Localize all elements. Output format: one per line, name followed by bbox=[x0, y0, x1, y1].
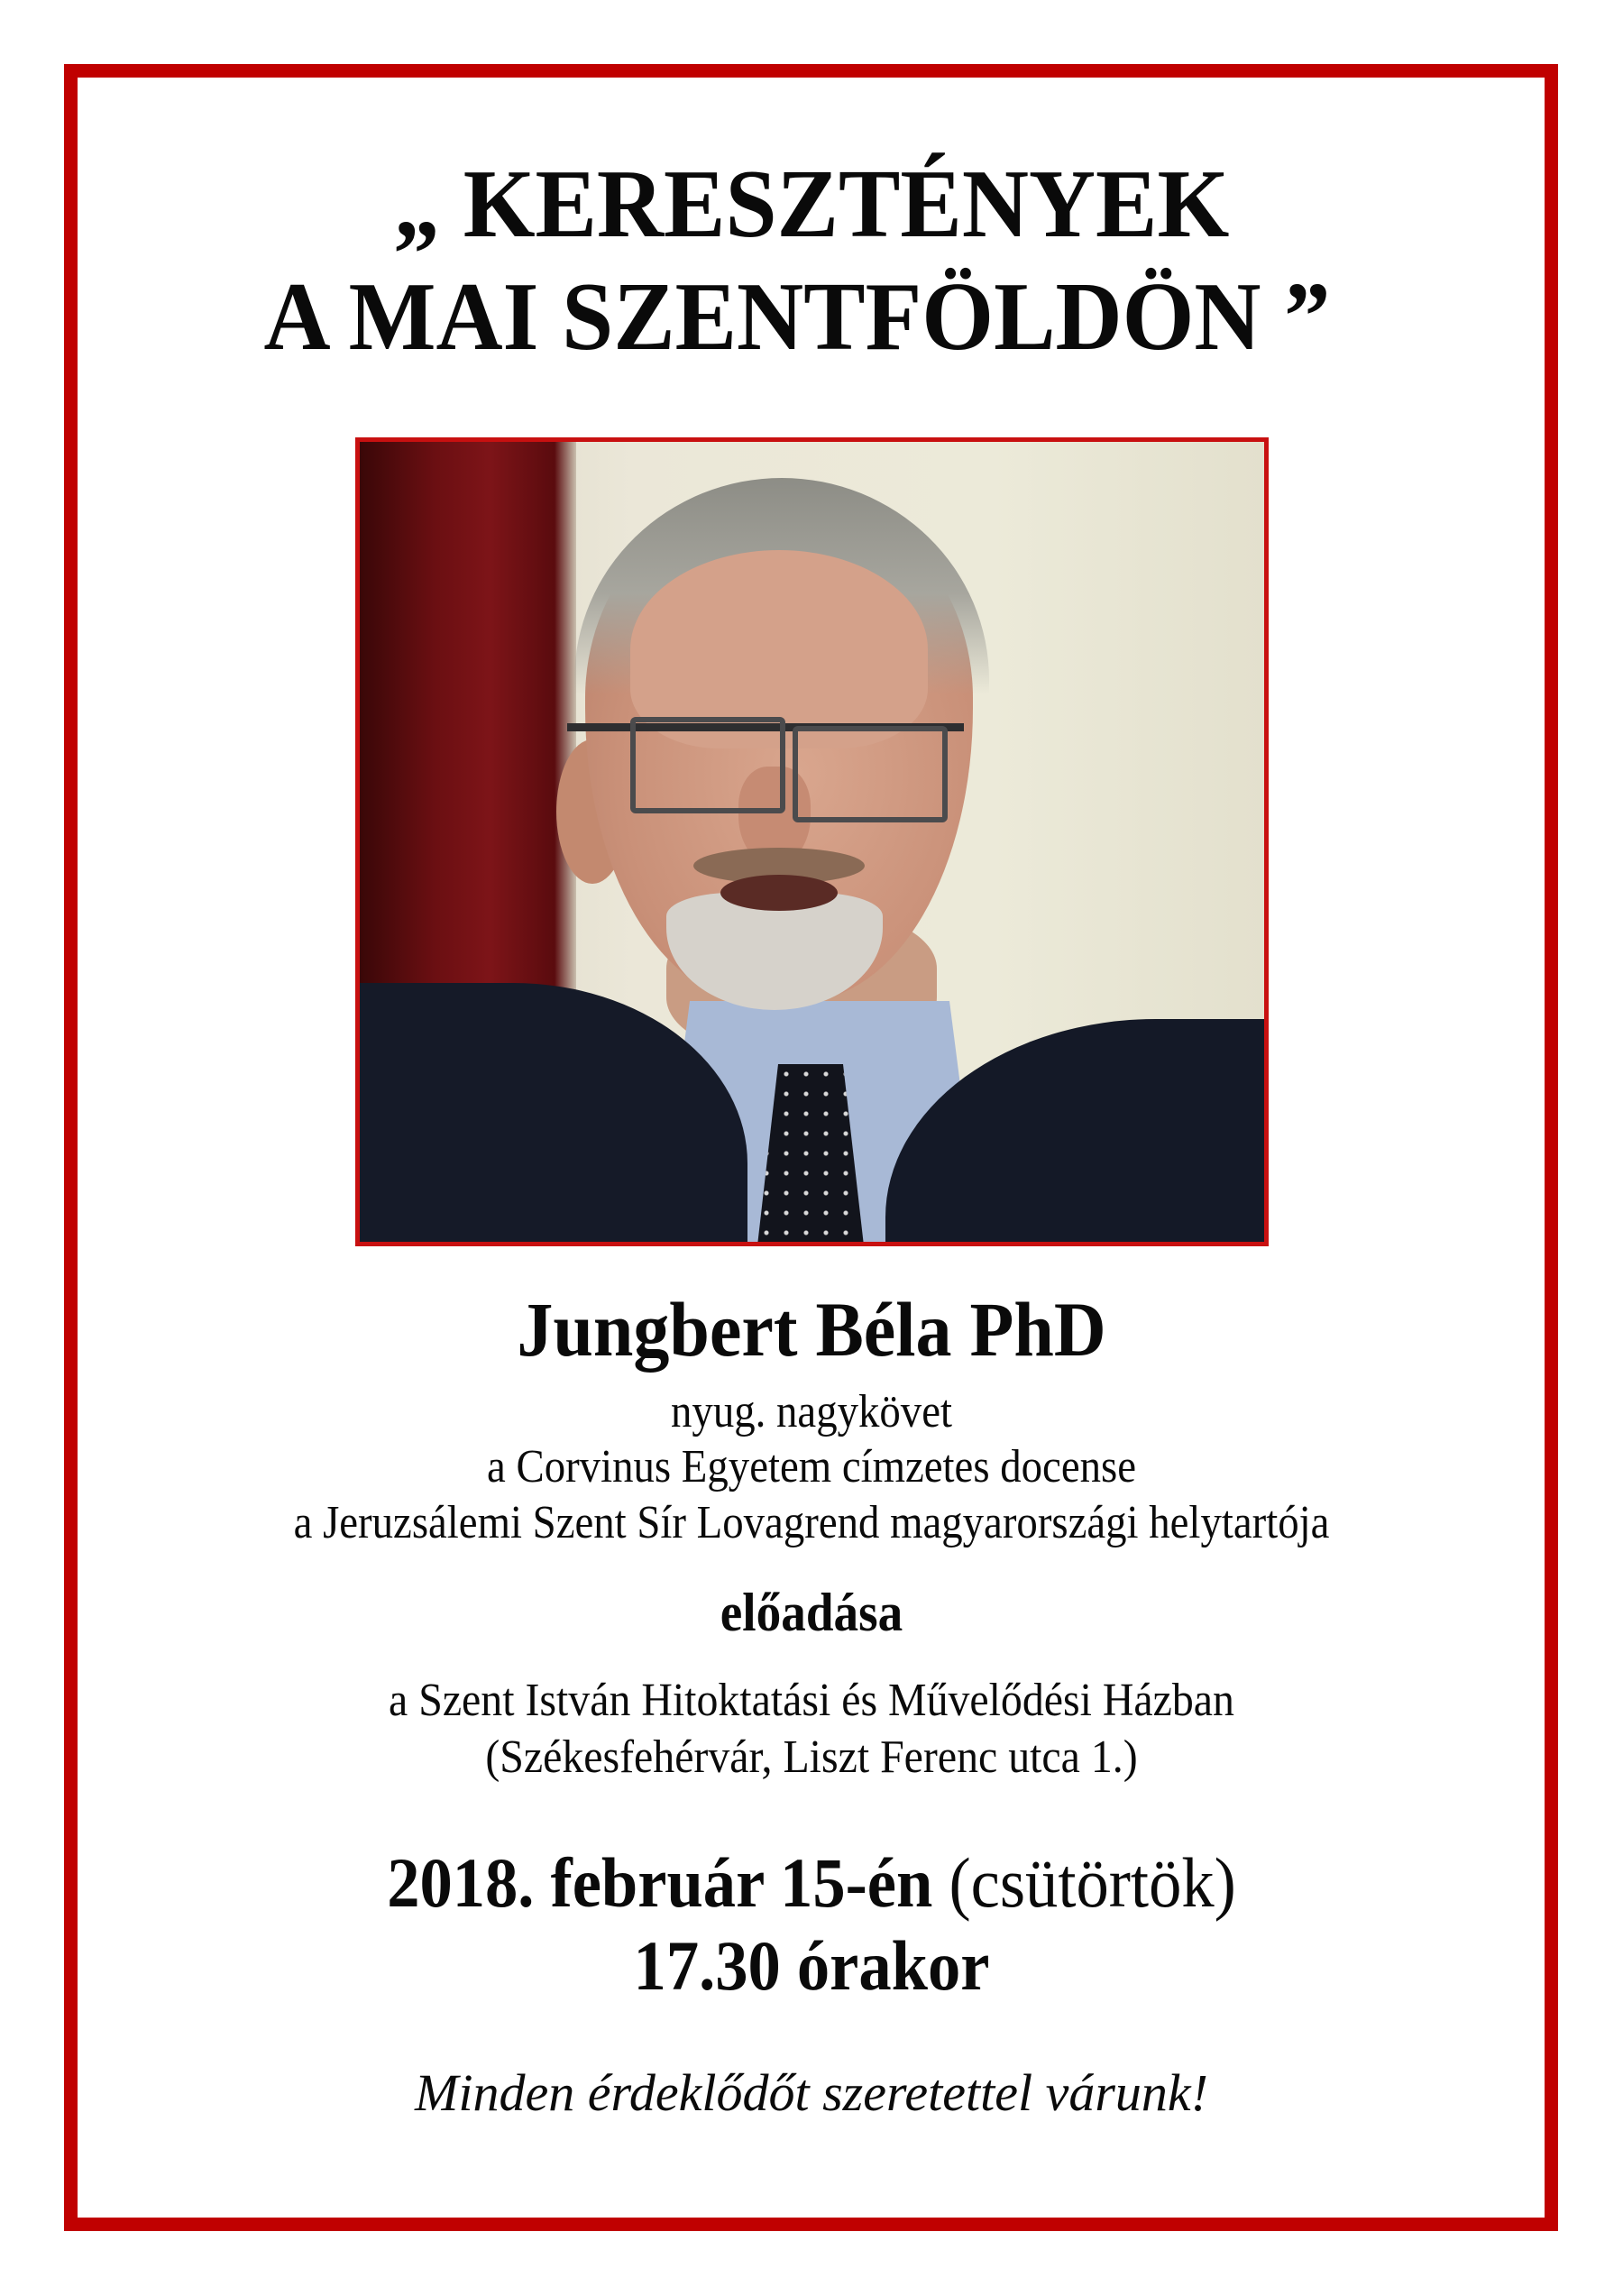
speaker-name: Jungbert Béla PhD bbox=[517, 1286, 1106, 1373]
photo-red-curtain bbox=[360, 442, 576, 1019]
glasses-lens-right bbox=[793, 726, 948, 822]
title-line-2: A MAI SZENTFÖLDÖN ” bbox=[263, 263, 1331, 371]
event-weekday: (csütörtök) bbox=[949, 1843, 1236, 1922]
title-line-1: „ KERESZTÉNYEK bbox=[393, 151, 1230, 258]
speaker-role-1: nyug. nagykövet bbox=[671, 1386, 952, 1437]
photo-mouth bbox=[720, 875, 838, 911]
closing-invitation: Minden érdeklődőt szeretettel várunk! bbox=[415, 2063, 1208, 2122]
event-time: 17.30 órakor bbox=[633, 1926, 990, 2005]
speaker-photo bbox=[355, 437, 1269, 1246]
venue-address: (Székesfehérvár, Liszt Ferenc utca 1.) bbox=[485, 1731, 1138, 1783]
event-date bbox=[57, 1843, 1566, 1922]
speaker-role-2: a Corvinus Egyetem címzetes docense bbox=[487, 1441, 1136, 1492]
event-type-label: előadása bbox=[720, 1583, 903, 1642]
glasses-lens-left bbox=[630, 717, 785, 813]
speaker-role-3: a Jeruzsálemi Szent Sír Lovagrend magyarországi helytartója bbox=[293, 1497, 1330, 1548]
event-date-bold: 2018. február 15-én bbox=[387, 1843, 933, 1922]
venue-name: a Szent István Hitoktatási és Művelődési Házban bbox=[389, 1675, 1234, 1726]
